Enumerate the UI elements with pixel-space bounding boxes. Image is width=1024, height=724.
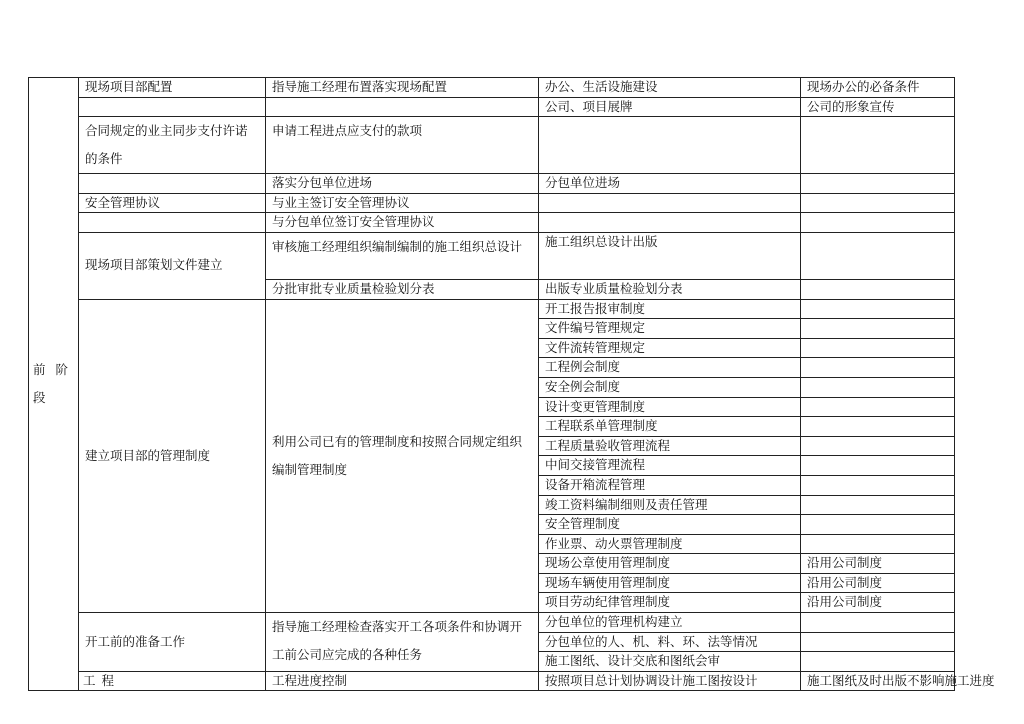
cell: [801, 358, 955, 378]
cell: 施工图纸及时出版不影响施工进度: [801, 671, 955, 691]
table-row: [29, 613, 955, 633]
cell: 现场办公的必备条件: [801, 78, 955, 98]
cell: [79, 213, 266, 233]
work-plan-table: [28, 77, 995, 691]
cell: [79, 97, 266, 117]
list-item: 设备开箱流程管理: [539, 475, 801, 495]
table-row: [29, 299, 955, 319]
list-item: 作业票、动火票管理制度: [539, 534, 801, 554]
cell: [801, 174, 955, 194]
cell: [801, 515, 955, 535]
list-item: 安全管理制度: [539, 515, 801, 535]
cell: 公司、项目展牌: [539, 97, 801, 117]
list-item: 工程质量验收管理流程: [539, 436, 801, 456]
cell: 申请工程进点应支付的款项: [266, 117, 539, 174]
cell: 工程进度控制: [266, 671, 539, 691]
cell: 建立项目部的管理制度: [79, 299, 266, 613]
cell: [539, 117, 801, 174]
cell: 合同规定的业主同步支付许诺的条件: [79, 117, 266, 174]
cell: [801, 632, 955, 652]
cell: 沿用公司制度: [801, 573, 955, 593]
cell: [801, 613, 955, 633]
cell: [801, 338, 955, 358]
list-item: 文件流转管理规定: [539, 338, 801, 358]
cell: [801, 534, 955, 554]
list-item: 现场公章使用管理制度: [539, 554, 801, 574]
cell: [539, 193, 801, 213]
cell: 审核施工经理组织编制编制的施工组织总设计: [266, 232, 539, 279]
stage-cell-work: 工程: [79, 671, 266, 691]
cell: [801, 319, 955, 339]
cell: [266, 97, 539, 117]
cell: 办公、生活设施建设: [539, 78, 801, 98]
table-row: [29, 78, 955, 98]
table-row: [29, 671, 955, 691]
cell: [801, 436, 955, 456]
table-row: [29, 97, 955, 117]
list-item: 安全例会制度: [539, 377, 801, 397]
cell: 安全管理协议: [79, 193, 266, 213]
cell: [79, 174, 266, 194]
cell: 与分包单位签订安全管理协议: [266, 213, 539, 233]
cell: [801, 377, 955, 397]
table-row: [29, 213, 955, 233]
cell: 利用公司已有的管理制度和按照合同规定组织编制管理制度: [266, 299, 539, 613]
cell: [539, 213, 801, 233]
cell: [801, 279, 955, 299]
cell: 开工前的准备工作: [79, 613, 266, 672]
cell: [801, 652, 955, 672]
list-item: 中间交接管理流程: [539, 456, 801, 476]
cell: 分批审批专业质量检验划分表: [266, 279, 539, 299]
cell: 公司的形象宣传: [801, 97, 955, 117]
list-item: 竣工资料编制细则及责任管理: [539, 495, 801, 515]
cell: [801, 495, 955, 515]
cell: 按照项目总计划协调设计施工图按设计: [539, 671, 801, 691]
cell: [801, 456, 955, 476]
list-item: 项目劳动纪律管理制度: [539, 593, 801, 613]
table-row: [29, 232, 955, 279]
cell: [801, 417, 955, 437]
list-item: 分包单位的管理机构建立: [539, 613, 801, 633]
list-item: 工程例会制度: [539, 358, 801, 378]
cell: 沿用公司制度: [801, 554, 955, 574]
list-item: 开工报告报审制度: [539, 299, 801, 319]
cell: 施工组织总设计出版: [539, 232, 801, 279]
cell: 与业主签订安全管理协议: [266, 193, 539, 213]
cell: [801, 117, 955, 174]
cell: [801, 397, 955, 417]
cell: 分包单位进场: [539, 174, 801, 194]
cell: 现场项目部配置: [79, 78, 266, 98]
cell: [801, 193, 955, 213]
list-item: 工程联系单管理制度: [539, 417, 801, 437]
cell: 沿用公司制度: [801, 593, 955, 613]
cell: [801, 299, 955, 319]
list-item: 设计变更管理制度: [539, 397, 801, 417]
table-row: [29, 193, 955, 213]
cell: [801, 213, 955, 233]
cell: 指导施工经理检查落实开工各项条件和协调开工前公司应完成的各种任务: [266, 613, 539, 672]
list-item: 施工图纸、设计交底和图纸会审: [539, 652, 801, 672]
table-row: [29, 117, 955, 174]
stage-cell-pre: 前阶段: [29, 78, 79, 691]
list-item: 现场车辆使用管理制度: [539, 573, 801, 593]
cell: 落实分包单位进场: [266, 174, 539, 194]
table-row: [29, 174, 955, 194]
cell: 出版专业质量检验划分表: [539, 279, 801, 299]
cell: [801, 232, 955, 279]
list-item: 分包单位的人、机、料、环、法等情况: [539, 632, 801, 652]
cell: [801, 475, 955, 495]
cell: 现场项目部策划文件建立: [79, 232, 266, 299]
list-item: 文件编号管理规定: [539, 319, 801, 339]
cell: 指导施工经理布置落实现场配置: [266, 78, 539, 98]
